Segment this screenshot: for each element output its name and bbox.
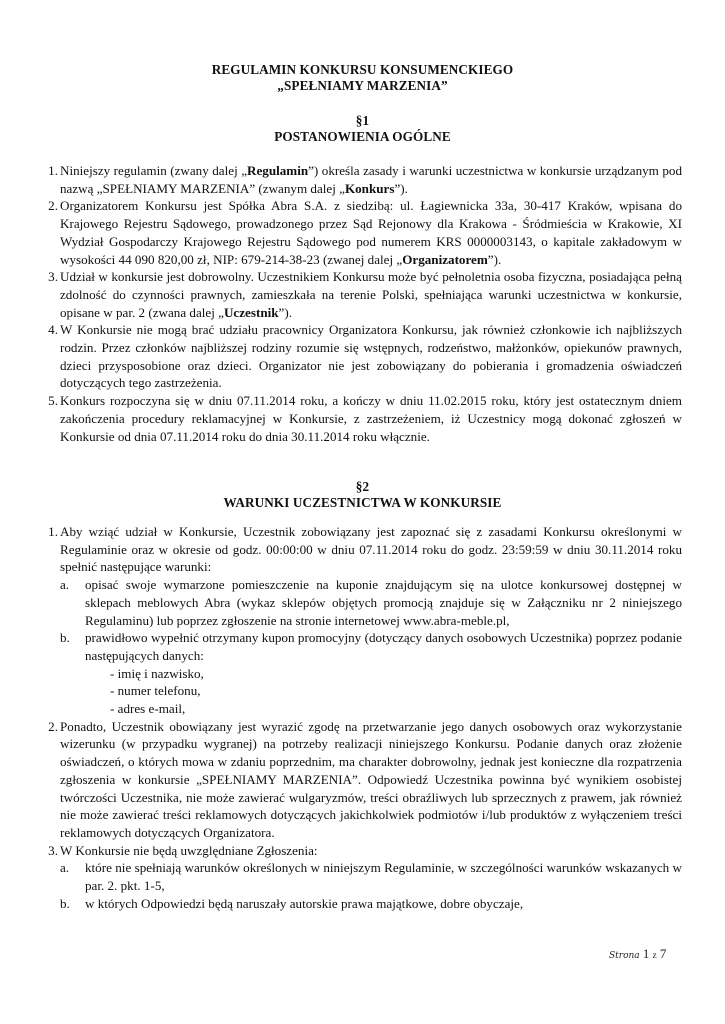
list-item: 5. Konkurs rozpoczyna się w dniu 07.11.2014 roku, a kończy w dniu 11.02.2015 roku, który jest ostatecznym dniem zakończenia procedury reklamacyjnej w Konkursie, z zastrzeżeniem, iż Uczestnicy mogą dokonać zgłoszeń w Konkursie od dnia 07.11.2014 roku do dnia 30.11.2014 roku włącznie. <box>60 392 682 445</box>
item-number: 2. <box>48 198 58 214</box>
list-item: 1. Niniejszy regulamin (zwany dalej „Regulamin”) określa zasady i warunki uczestnictwa w konkursie urządzanym pod nazwą „SPEŁNIAMY MARZENIA” (zwanym dalej „Konkurs”). <box>60 162 682 197</box>
list-item: 2. Ponadto, Uczestnik obowiązany jest wyrazić zgodę na przetwarzanie jego danych osobowych oraz wykorzystanie wizerunku (w przypadku wygranej) na potrzeby realizacji niniejszego Konkursu. Podanie danych oraz złożenie oświadczeń, o których mowa w zdaniu poprzednim, ma charakter dobrowolny, jednak jest konieczne dla rozpatrzenia zgłoszenia w konkursie „SPEŁNIAMY MARZENIA”. Odpowiedź Uczestnika powinna być wynikiem osobistej twórczości Uczestnika, nie może zawierać wulgaryzmów, treści obraźliwych lub sprzecznych z prawem, jak również nie może zawierać treści reklamowych dotyczących jakichkolwiek podmiotów i/lub produktów z wyłączeniem treści reklamowych dotyczących Organizatora. <box>60 718 682 842</box>
section-1-list <box>48 162 682 445</box>
section-2-heading: WARUNKI UCZESTNICTWA W KONKURSIE <box>223 495 502 510</box>
data-field-item: - imię i nazwisko, <box>110 665 204 681</box>
section-1-header <box>0 113 725 145</box>
title-line-1: REGULAMIN KONKURSU KONSUMENCKIEGO <box>211 62 514 77</box>
list-item: 4. W Konkursie nie mogą brać udziału pracownicy Organizatora Konkursu, jak również członkowie ich najbliższych rodzin. Przez członków najbliższej rodziny rozumie się wstępnych, rodzeństwo, małżonków, opiekunów prawnych, dzieci przysposobione oraz dzieci. Organizator nie jest zobowiązany do pobierania i gromadzenia oświadczeń dotyczących tego zastrzeżenia. <box>60 321 682 392</box>
page-total: 7 <box>659 946 667 961</box>
sub-item-label: a. <box>60 577 70 593</box>
sub-list-item: b. prawidłowo wypełnić otrzymany kupon promocyjny (dotyczący danych osobowych Uczestnika) poprzez podanie następujących danych: - imię i nazwisko, - numer telefonu, - adres e-mail, <box>60 630 682 717</box>
sub-list-item: a. które nie spełniają warunków określonych w niniejszym Regulaminie, w szczególności warunków wskazanych w par. 2. pkt. 1-5, <box>60 860 682 894</box>
item-number: 3. <box>48 269 58 285</box>
sub-item-label: b. <box>60 630 70 646</box>
sub-item-label: b. <box>60 895 70 911</box>
sub-list <box>60 576 682 718</box>
data-field-item: - adres e-mail, <box>110 701 186 717</box>
item-number: 4. <box>48 322 58 338</box>
sub-list-item: a. opisać swoje wymarzone pomieszczenie na kuponie znajdującym się na ulotce konkursowej dostępnej w sklepach meblowych Abra (wykaz sklepów objętych promocją znajduje się w Załączniku nr 2 niniejszego Regulaminu) lub poprzez zgłoszenie na stronie internetowej www.abra-meble.pl, <box>60 577 682 628</box>
list-item: 3. W Konkursie nie będą uwzględniane Zgłoszenia: a. które nie spełniają warunków określonych w niniejszym Regulaminie, w szczególności warunków wskazanych w par. 2. pkt. 1-5, b. w których Odpowiedzi będą naruszały autorskie prawa majątkowe, dobre obyczaje, <box>60 842 682 913</box>
list-item: 1. Aby wziąć udział w Konkursie, Uczestnik zobowiązany jest zapoznać się z zasadami Konkursu określonymi w Regulaminie oraz w okresie od godz. 00:00:00 w dniu 07.11.2014 roku do godz. 23:59:59 w dniu 30.11.2014 roku spełnić następujące warunki: a. opisać swoje wymarzone pomieszczenie na kuponie znajdującym się na ulotce konkursowej dostępnej w sklepach meblowych Abra (wykaz sklepów objętych promocją znajduje się w Załączniku nr 2 niniejszego Regulaminu) lub poprzez zgłoszenie na stronie internetowej www.abra-meble.pl, b. prawidłowo wypełnić otrzymany kupon promocyjny (dotyczący danych osobowych Uczestnika) poprzez podanie następujących danych: - imię i nazwisko, - numer telefonu, - adres e-mail, <box>60 523 682 718</box>
page-label: Strona <box>609 951 640 961</box>
item-number: 1. <box>48 524 58 539</box>
page-current: 1 <box>642 946 650 961</box>
document-title <box>0 62 725 94</box>
section-2-number: §2 <box>355 479 370 494</box>
section-2-list <box>48 523 682 912</box>
item-number: 3. <box>48 842 58 858</box>
data-field-item: - numer telefonu, <box>110 683 201 699</box>
section-2-header <box>0 479 725 511</box>
page-of: z <box>652 950 657 960</box>
section-1-number: §1 <box>355 113 370 128</box>
sub-list-item: b. w których Odpowiedzi będą naruszały autorskie prawa majątkowe, dobre obyczaje, <box>60 895 524 911</box>
item-number: 2. <box>48 718 58 734</box>
sub-item-label: a. <box>60 860 70 876</box>
list-item: 2. Organizatorem Konkursu jest Spółka Abra S.A. z siedzibą: ul. Łagiewnicka 33a, 30-417 Kraków, wpisana do Krajowego Rejestru Sądowego, prowadzonego przez Sąd Rejonowy dla Krakowa - Śródmieścia w Krakowie, XI Wydział Gospodarczy Krajowego Rejestru Sądowego pod numerem KRS 0000003143, o kapitale zakładowym w wysokości 44 090 820,00 zł, NIP: 679-214-38-23 (zwanej dalej „Organizatorem”). <box>60 197 682 268</box>
item-number: 1. <box>48 163 58 178</box>
title-line-2: „SPEŁNIAMY MARZENIA” <box>277 78 448 93</box>
page-footer <box>609 946 666 962</box>
section-1-heading: POSTANOWIENIA OGÓLNE <box>274 129 451 144</box>
list-item: 3. Udział w konkursie jest dobrowolny. Uczestnikiem Konkursu może być pełnoletnia osoba fizyczna, posiadająca pełną zdolność do czynności prawnych, zamieszkała na terenie Polski, spełniająca warunki uczestnictwa w konkursie, opisane w par. 2 (zwana dalej „Uczestnik”). <box>60 268 682 321</box>
sub-list <box>60 859 682 912</box>
item-number: 5. <box>48 393 58 409</box>
